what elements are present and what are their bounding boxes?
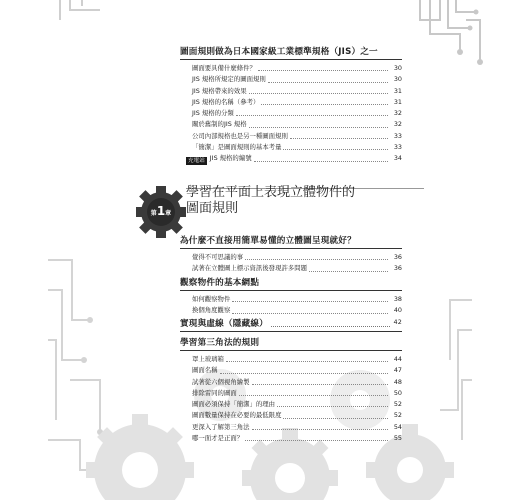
- toc-entry-page: 33: [393, 143, 402, 152]
- chapter-number: 1: [156, 204, 166, 218]
- toc-entry[interactable]: [180, 97, 402, 108]
- chapter-title: [186, 185, 355, 217]
- section-title: 為什麼不直接用簡單易懂的立體圖呈現就好？: [180, 234, 402, 249]
- toc-entry-label: 哪一面才是正面？: [192, 434, 244, 443]
- chapter-suffix: 章: [165, 210, 172, 217]
- toc-entry-label: 圖面名稱: [192, 366, 218, 375]
- leader-dots: [258, 70, 388, 71]
- toc-entry-page: 36: [393, 264, 402, 273]
- toc-entry-page: 52: [393, 400, 402, 409]
- toc-entry[interactable]: [180, 63, 402, 74]
- toc-entry-page: 54: [393, 422, 402, 431]
- toc-entry-page: 30: [393, 75, 402, 84]
- leader-dots: [232, 313, 388, 314]
- toc-entry-page: 32: [393, 109, 402, 118]
- leader-dots: [236, 115, 388, 116]
- toc-entry[interactable]: [180, 119, 402, 130]
- toc-entry-label: 圖面數量保持在必要的最低限度: [192, 411, 282, 420]
- toc-entry-label: 圖面必須保持「簡潔」的理由: [192, 400, 276, 409]
- toc-entry-page: 31: [393, 97, 402, 106]
- toc-entry-page: 34: [393, 154, 402, 163]
- leader-dots: [261, 104, 388, 105]
- leader-dots: [232, 301, 388, 302]
- toc-entry-page: 47: [393, 366, 402, 375]
- toc-entry-label: 罩上玻璃箱: [192, 355, 224, 363]
- toc-entry-page: 36: [393, 253, 402, 261]
- toc-entry-page: 52: [393, 411, 402, 420]
- toc-entry[interactable]: [180, 131, 402, 142]
- toc-entry-page: 30: [393, 64, 402, 72]
- toc-entry-label: JIS 規格的分類: [192, 109, 234, 118]
- leader-dots: [277, 406, 388, 407]
- column-tag: 充電站: [188, 157, 205, 164]
- toc-entry-page: 50: [393, 388, 402, 397]
- toc-section-observation: [180, 276, 402, 317]
- toc-entry-label: 更深入了解第三角法: [192, 422, 250, 431]
- chapter-title-line2: 圖面規則: [186, 201, 239, 216]
- chapter-prefix: 第: [150, 210, 157, 217]
- toc-entry-page: 42: [393, 318, 402, 326]
- toc-entry-label: 關於舊制的JIS 規格: [192, 120, 247, 129]
- toc-entry-label: 排除雷同的圖面: [192, 388, 237, 397]
- toc-entry-page: 40: [393, 306, 402, 315]
- leader-dots: [290, 138, 388, 139]
- chapter-number-badge: [146, 204, 176, 218]
- toc-entry-label: 試著在立體圖上標示資訊後發現許多問題: [192, 264, 308, 273]
- leader-dots: [239, 395, 388, 396]
- leader-dots: [249, 127, 388, 128]
- leader-dots: [283, 418, 388, 419]
- toc-entry[interactable]: [180, 263, 402, 274]
- toc-entry[interactable]: [180, 388, 402, 399]
- toc-entry[interactable]: [180, 410, 402, 421]
- toc-entry-label: 如何觀察物件: [192, 295, 231, 303]
- toc-entry-page: 44: [393, 355, 402, 363]
- toc-entry-label: JIS 規格的編號: [209, 154, 252, 163]
- leader-dots: [254, 161, 388, 162]
- toc-entry[interactable]: [180, 305, 402, 316]
- toc-entry-label: 換個角度觀察: [192, 306, 231, 315]
- toc-entry-label: JIS 規格帶來的效果: [192, 86, 247, 95]
- leader-dots: [252, 429, 388, 430]
- toc-entry[interactable]: [180, 74, 402, 85]
- toc-entry-label: 覺得不可思議的事: [192, 253, 244, 261]
- toc-entry-page: 33: [393, 131, 402, 140]
- toc-section-why-not-3d: [180, 234, 402, 275]
- toc-section-hidden-lines: [180, 317, 402, 335]
- toc-entry[interactable]: [180, 142, 402, 153]
- leader-dots: [220, 373, 388, 374]
- toc-entry-page: 38: [393, 295, 402, 303]
- leader-dots: [268, 82, 388, 83]
- leader-dots: [309, 271, 388, 272]
- section-title: 觀察物件的基本網點: [180, 276, 402, 291]
- toc-entry-label: JIS 規格的名稱（參考）: [192, 97, 260, 106]
- leader-dots: [245, 259, 388, 260]
- toc-entry[interactable]: [180, 294, 402, 305]
- toc-entry-label: 公司內部規格也是另一種圖面規則: [192, 131, 288, 140]
- toc-entry[interactable]: [180, 354, 402, 365]
- section-title: 圖面規則做為日本國家級工業標準規格（JIS）之一: [180, 45, 402, 60]
- toc-entry[interactable]: [180, 422, 402, 433]
- section-title: 實現與虛線（隱藏線）: [180, 319, 268, 329]
- toc-entry-page: 32: [393, 120, 402, 129]
- section-title: 學習第三角法的規則: [180, 336, 402, 351]
- toc-entry-label: 「簡潔」是圖面規則的基本考量: [192, 143, 282, 152]
- leader-dots: [249, 93, 388, 94]
- toc-entry[interactable]: [180, 433, 402, 444]
- leader-dots: [271, 317, 391, 327]
- toc-entry[interactable]: [180, 377, 402, 388]
- toc-entry-label: 圖面要具備什麼條件？: [192, 64, 256, 72]
- toc-entry[interactable]: [180, 108, 402, 119]
- toc-entry-page: 48: [393, 377, 402, 386]
- toc-entry[interactable]: [180, 86, 402, 97]
- toc-section-third-angle: [180, 336, 402, 444]
- toc-entry-label: JIS 規格所規定的圖面規則: [192, 75, 266, 84]
- toc-entry[interactable]: [180, 399, 402, 410]
- toc-entry-column[interactable]: [180, 153, 402, 164]
- toc-entry-page: 31: [393, 86, 402, 95]
- toc-entry-label: 試著從六個視角繪製: [192, 377, 250, 386]
- toc-section-jis: [180, 45, 402, 165]
- toc-entry-page: 55: [393, 434, 402, 443]
- leader-dots: [283, 149, 388, 150]
- leader-dots: [226, 361, 388, 362]
- leader-dots: [252, 384, 388, 385]
- toc-entry[interactable]: [180, 252, 402, 263]
- leader-dots: [245, 440, 388, 441]
- toc-entry[interactable]: [180, 365, 402, 376]
- chapter-title-line1: 學習在平面上表現立體物件的: [186, 185, 356, 200]
- toc-entry[interactable]: [180, 317, 402, 332]
